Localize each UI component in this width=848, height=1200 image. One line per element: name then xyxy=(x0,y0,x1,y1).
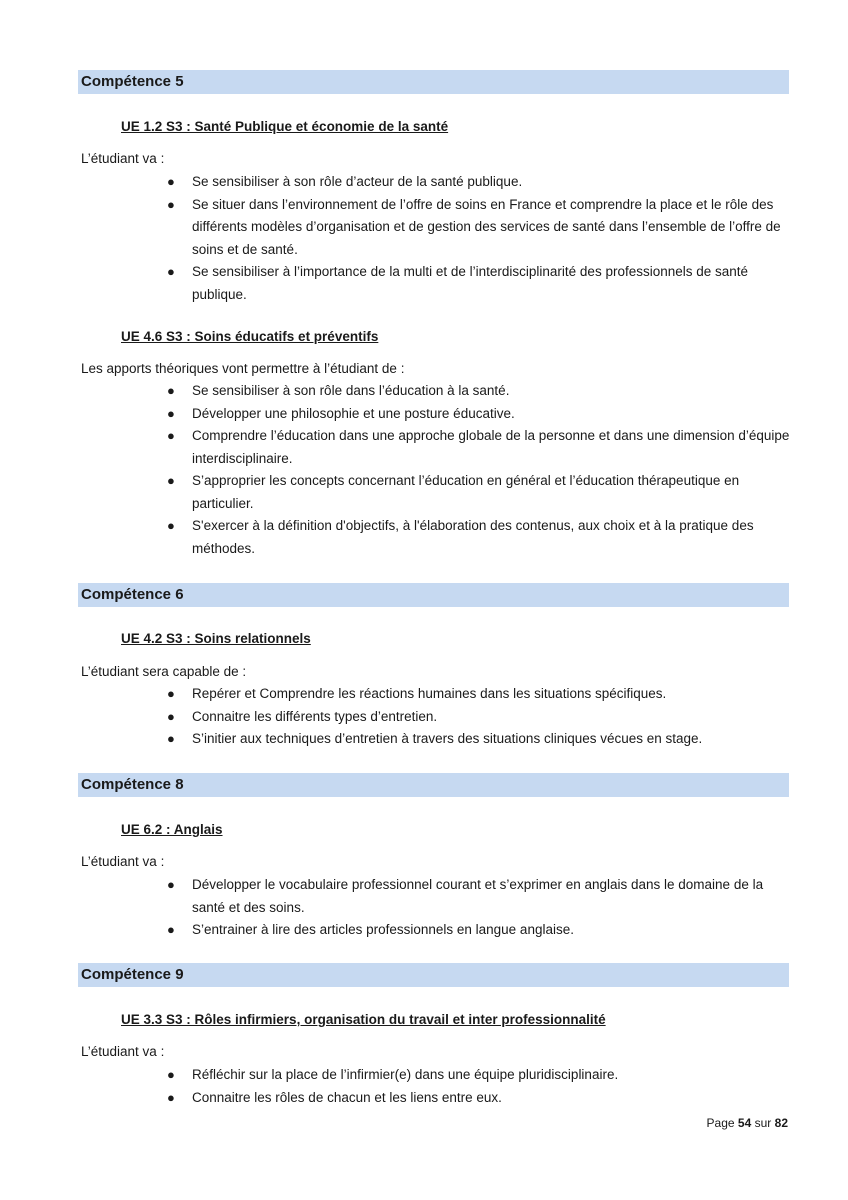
list-item-text: S'exercer à la définition d'objectifs, à l'élaboration des contenus, aux choix et à la pratique des méthodes. xyxy=(192,518,754,556)
bullet-icon: ● xyxy=(167,708,175,724)
list-item xyxy=(163,261,791,306)
list-item xyxy=(163,919,791,942)
list-item xyxy=(163,683,791,706)
bullet-icon: ● xyxy=(167,174,175,189)
section-header-competence-9: Compétence 9 xyxy=(78,963,789,987)
list-item-text: Connaitre les différents types d’entretien. xyxy=(192,708,438,724)
bullet-icon: ● xyxy=(167,731,175,746)
ue-title-4-2: UE 4.2 S3 : Soins relationnels xyxy=(121,631,311,646)
list-item xyxy=(163,874,791,919)
list-item-text: Se sensibiliser à son rôle d’acteur de la santé publique. xyxy=(192,174,523,189)
list-item-text: Connaitre les rôles de chacun et les liens entre eux. xyxy=(192,1089,502,1105)
ue-intro: Les apports théoriques vont permettre à l’étudiant de : xyxy=(81,361,405,376)
list-item-text: Développer le vocabulaire professionnel courant et s’exprimer en anglais dans le domaine de la santé et des soins. xyxy=(192,877,764,915)
objectives-list xyxy=(163,380,791,560)
list-item-text: Repérer et Comprendre les réactions humaines dans les situations spécifiques. xyxy=(192,686,667,701)
page-label: Page xyxy=(706,1116,735,1130)
list-item-text: S’approprier les concepts concernant l’éducation en général et l’éducation thérapeutique en particulier. xyxy=(192,473,740,511)
list-item-text: Développer une philosophie et une posture éducative. xyxy=(192,405,515,421)
ue-title-3-3: UE 3.3 S3 : Rôles infirmiers, organisation du travail et inter professionnalité xyxy=(121,1012,606,1027)
bullet-icon: ● xyxy=(167,1067,175,1082)
ue-title-6-2: UE 6.2 : Anglais xyxy=(121,822,223,837)
bullet-icon: ● xyxy=(167,383,175,398)
bullet-icon: ● xyxy=(167,196,175,212)
ue-intro: L’étudiant sera capable de : xyxy=(81,664,247,679)
section-header-competence-5: Compétence 5 xyxy=(78,70,789,94)
section-header-competence-8: Compétence 8 xyxy=(78,773,789,797)
bullet-icon: ● xyxy=(167,518,175,533)
list-item-text: Se situer dans l’environnement de l’offre de soins en France et comprendre la place et le rôle des différents modèles d’organisation et de gestion des services de santé dans l’ensemble de l’offre de soins et de santé. xyxy=(192,196,781,257)
page-number xyxy=(707,1115,788,1131)
bullet-icon: ● xyxy=(167,922,175,937)
bullet-icon: ● xyxy=(167,1089,175,1105)
bullet-icon: ● xyxy=(167,473,175,488)
page-separator: sur xyxy=(754,1116,772,1130)
objectives-list xyxy=(163,171,791,306)
ue-title-4-6: UE 4.6 S3 : Soins éducatifs et préventifs xyxy=(121,329,379,344)
ue-title-1-2: UE 1.2 S3 : Santé Publique et économie de la santé xyxy=(121,119,449,134)
ue-intro: L’étudiant va : xyxy=(81,1044,165,1059)
bullet-icon: ● xyxy=(167,686,175,701)
objectives-list xyxy=(163,874,791,942)
bullet-icon: ● xyxy=(167,405,175,421)
ue-intro: L’étudiant va : xyxy=(81,151,165,166)
list-item-text: S’entrainer à lire des articles professionnels en langue anglaise. xyxy=(192,922,574,937)
list-item xyxy=(163,515,791,560)
bullet-icon: ● xyxy=(167,428,175,443)
list-item xyxy=(163,425,791,470)
list-item xyxy=(163,470,791,515)
list-item-text: Comprendre l’éducation dans une approche globale de la personne et dans une dimension d’équipe interdisciplinaire. xyxy=(192,428,790,466)
list-item-text: Réfléchir sur la place de l’infirmier(e) dans une équipe pluridisciplinaire. xyxy=(192,1067,619,1082)
list-item xyxy=(163,380,791,403)
list-item xyxy=(163,194,791,262)
list-item-text: Se sensibiliser à son rôle dans l’éducation à la santé. xyxy=(192,383,510,398)
ue-intro: L’étudiant va : xyxy=(81,854,165,869)
section-header-competence-6: Compétence 6 xyxy=(78,583,789,607)
list-item-text: S’initier aux techniques d’entretien à travers des situations cliniques vécues en stage. xyxy=(192,731,703,746)
objectives-list xyxy=(163,683,791,751)
list-item xyxy=(163,171,791,194)
bullet-icon: ● xyxy=(167,264,175,279)
list-item xyxy=(163,1087,791,1110)
objectives-list xyxy=(163,1064,791,1109)
bullet-icon: ● xyxy=(167,877,175,892)
total-pages: 82 xyxy=(774,1116,788,1130)
list-item xyxy=(163,706,791,729)
list-item-text: Se sensibiliser à l’importance de la multi et de l’interdisciplinarité des professionnels de santé publique. xyxy=(192,264,749,302)
list-item xyxy=(163,1064,791,1087)
list-item xyxy=(163,728,791,751)
list-item xyxy=(163,403,791,426)
current-page: 54 xyxy=(737,1116,752,1130)
